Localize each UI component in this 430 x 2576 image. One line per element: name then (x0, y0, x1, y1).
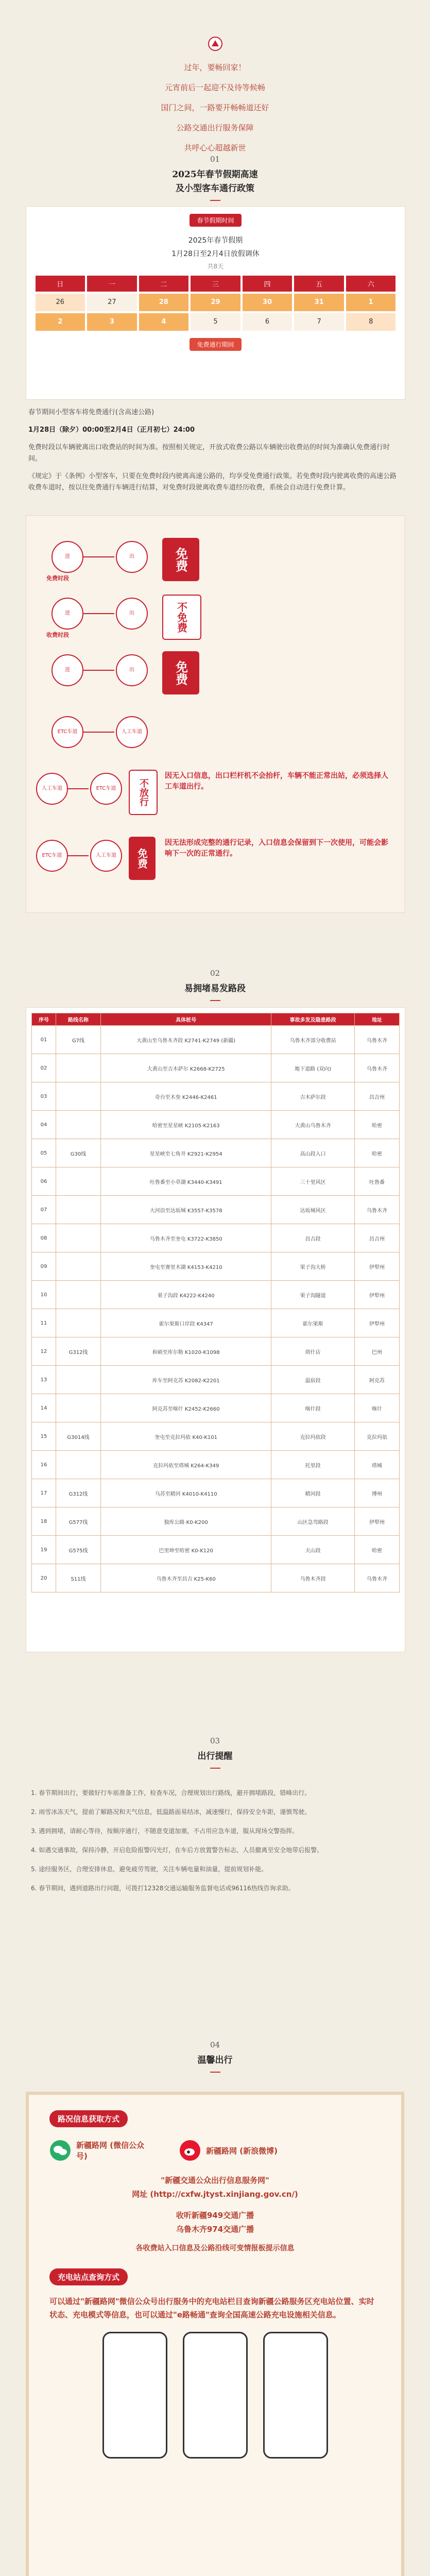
table-cell: 乌鲁木齐至昌吉 K25-K60 (101, 1564, 271, 1592)
table-cell: 哈密至星星峡 K2105-K2163 (101, 1111, 271, 1139)
table-cell: 乌鲁木齐至奎屯 K3722-K3850 (101, 1224, 271, 1252)
table-row (32, 1422, 400, 1451)
table-row (32, 1082, 400, 1111)
table-cell: S11线 (56, 1564, 101, 1592)
table-cell (56, 1167, 101, 1196)
table-cell: 吐鲁番至小草湖 K3440-K3491 (101, 1167, 271, 1196)
tip-item: 1. 春节期间出行，要做好行车前准备工作，检查车况，合理规划出行路线，避开拥堵路段，错峰出行。 (31, 1789, 311, 1797)
manual-lane-step: 人工车道 (116, 716, 148, 748)
section-number: 04 (210, 2040, 220, 2049)
table-cell (56, 1054, 101, 1082)
calendar-day: 27 (87, 294, 137, 311)
scenario-note: 因无入口信息，出口栏杆机不会抬杆，车辆不能正常出站，必须选择人工车道出行。 (165, 772, 388, 791)
exit-step: 出 (116, 654, 148, 686)
arrow (68, 855, 89, 856)
entry-step: 进 (51, 654, 83, 686)
calendar-day: 28 (139, 294, 189, 311)
table-cell: 伊犁州 (355, 1507, 400, 1536)
weekday: 四 (243, 276, 293, 292)
exit-step: 出 (116, 541, 148, 573)
calendar-day: 30 (243, 294, 293, 311)
table-row (32, 1139, 400, 1167)
etc-lane-step: ETC车道 (90, 773, 122, 805)
table-cell: 奎屯至赛里木湖 K4153-K4210 (101, 1252, 271, 1281)
charging-description: 可以通过"新疆路网"微信公众号出行服务中的充电站栏目查询新疆公路服务区充电站位置、实时状态、充电模式等信息，也可以通过"e路畅通"查询全国高速公路充电设施相关信息。 (49, 2297, 374, 2319)
table-row (32, 1366, 400, 1394)
section-divider (210, 200, 220, 201)
weibo-icon (179, 2140, 201, 2161)
table-cell: 大黄山乌鲁木齐 (271, 1111, 355, 1139)
table-cell: 17 (32, 1479, 56, 1507)
table-cell (56, 1451, 101, 1479)
manual-lane-step: 人工车道 (90, 840, 122, 872)
table-cell: 吐鲁番 (355, 1167, 400, 1196)
calendar-day: 6 (243, 313, 293, 331)
table-cell: 塔什店 (271, 1337, 355, 1366)
tip-item: 3. 遇到拥堵，请耐心等待，按顺序通行，不随意变道加塞，不占用应急车道，服从现场交警指挥。 (31, 1827, 299, 1835)
calendar-dates: 1月28日至2月4日放假调休 (171, 250, 260, 258)
table-cell: 19 (32, 1536, 56, 1564)
table-cell: 09 (32, 1252, 56, 1281)
table-cell: 乌鲁木齐 (355, 1564, 400, 1592)
table-cell: 精河段 (271, 1479, 355, 1507)
table-header: 序号 (32, 1013, 56, 1026)
intro-line: 共呼心心超越新世 (184, 143, 246, 152)
table-cell: 温宿段 (271, 1366, 355, 1394)
table-cell: 乌鲁木齐 (355, 1026, 400, 1054)
calendar-day: 7 (294, 313, 344, 331)
policy-paragraph: 春节期间小型客车将免费通行(含高速公路) (28, 409, 154, 416)
tip-item: 6. 春节期间，遇到道路出行问题，可拨打12328交通运输服务监督电话或96116热线咨询求助。 (31, 1885, 295, 1892)
scenario-row (36, 536, 402, 583)
calendar-grid (36, 276, 396, 331)
scenario-row (36, 649, 402, 697)
table-cell (56, 1196, 101, 1224)
table-cell: 大黄山至乌鲁木齐段 K2741-K2749 (新疆) (101, 1026, 271, 1054)
policy-paragraph: 免费时段以车辆驶离出口收费站的时间为准。按照相关规定，开放式收费公路以车辆驶出收费站的时间为准确认免费通行时间。 (28, 444, 390, 463)
table-cell: 03 (32, 1082, 56, 1111)
info-poster (26, 2092, 404, 2576)
time-label: 免费时段 (46, 575, 69, 582)
charging-heading: 充电站点查询方式 (49, 2268, 128, 2285)
table-cell: 独库公路 K0-K200 (101, 1507, 271, 1536)
table-cell (56, 1309, 101, 1337)
table-cell: 吉木萨尔段 (271, 1082, 355, 1111)
table-cell: 果子沟大桥 (271, 1252, 355, 1281)
table-row (32, 1281, 400, 1309)
table-cell: G577线 (56, 1507, 101, 1536)
calendar-day: 29 (191, 294, 240, 311)
table-cell: 霍尔果斯口岸段 K4347 (101, 1309, 271, 1337)
table-cell: 16 (32, 1451, 56, 1479)
table-row (32, 1167, 400, 1196)
free-badge: 免费 (162, 538, 199, 581)
wechat-channel[interactable] (49, 2140, 148, 2161)
section-title: 易拥堵易发路段 (184, 984, 246, 994)
phone-mockup (183, 2332, 248, 2459)
calendar-day: 3 (87, 313, 137, 331)
free-badge: 免费 (162, 651, 199, 694)
calendar-days: 共8天 (207, 263, 224, 270)
service-site-name: "新疆交通公众出行信息服务网" (161, 2176, 269, 2185)
table-cell: 地下道路 (双向) (271, 1054, 355, 1082)
arrow (68, 788, 89, 789)
section-divider (210, 2072, 220, 2073)
table-cell: 11 (32, 1309, 56, 1337)
calendar-day: 5 (191, 313, 240, 331)
entry-step: 进 (51, 541, 83, 573)
table-row (32, 1564, 400, 1592)
table-cell: 喀什段 (271, 1394, 355, 1422)
table-cell: 13 (32, 1366, 56, 1394)
arrow (83, 732, 114, 733)
table-cell: 昌吉州 (355, 1224, 400, 1252)
table-cell: 乌鲁木齐 (355, 1054, 400, 1082)
manual-lane-step: 人工车道 (36, 773, 68, 805)
table-cell: 巴州 (355, 1337, 400, 1366)
section-number: 01 (210, 155, 220, 164)
phone-mockup (263, 2332, 328, 2459)
table-cell: 05 (32, 1139, 56, 1167)
table-cell: 霍尔果斯 (271, 1309, 355, 1337)
tips-list (31, 1788, 399, 1902)
table-cell: 07 (32, 1196, 56, 1224)
weekday: 一 (87, 276, 137, 292)
scenario-row (36, 592, 402, 640)
weibo-channel[interactable] (179, 2140, 278, 2161)
service-site-url[interactable]: 网址 (http://cxfw.jtyst.xinjiang.gov.cn/) (132, 2190, 298, 2199)
table-cell: 哈密 (355, 1111, 400, 1139)
table-cell: 14 (32, 1394, 56, 1422)
table-cell: 06 (32, 1167, 56, 1196)
calendar-day: 2 (36, 313, 85, 331)
section-number: 02 (210, 969, 220, 978)
table-cell: 乌鲁木齐 (355, 1196, 400, 1224)
table-cell: 20 (32, 1564, 56, 1592)
tip-item: 4. 如遇交通事故，保持冷静，开启危险报警闪光灯，在车后方放置警告标志，人员撤离至安全地带后报警。 (31, 1846, 323, 1854)
free-period-tag: 免费通行期间 (190, 338, 241, 351)
weekday: 三 (191, 276, 240, 292)
table-row (32, 1196, 400, 1224)
table-cell: 08 (32, 1224, 56, 1252)
policy-free-time: 1月28日（除夕）00:00至2月4日（正月初七）24:00 (28, 426, 195, 434)
calendar-day: 1 (346, 294, 396, 311)
table-cell: G312线 (56, 1479, 101, 1507)
table-cell (56, 1224, 101, 1252)
table-cell: 克拉玛依至塔城 K264-K349 (101, 1451, 271, 1479)
table-cell: 塔城 (355, 1451, 400, 1479)
section-subtitle: 及小型客车通行政策 (176, 183, 254, 194)
entry-step: 进 (51, 598, 83, 630)
section-number: 03 (210, 1736, 220, 1745)
table-cell: 山区急弯路段 (271, 1507, 355, 1536)
traffic-logo-icon (208, 36, 223, 52)
table-row (32, 1224, 400, 1252)
section-divider (210, 1000, 220, 1001)
table-cell: G575线 (56, 1536, 101, 1564)
policy-paragraph: 《规定》于《条例》小型客车，只要在免费时段内驶离高速公路的，均享受免费通行政策。若免费时段内驶离收费的高速公路收费车道时，按以往免费通行车辆进行结算，对免费时段驶离收费车道经历收费，系统会自动进行免费计算。 (28, 472, 397, 492)
table-cell: 12 (32, 1337, 56, 1366)
table-cell: 大河沿至达坂城 K3557-K3578 (101, 1196, 271, 1224)
calendar-day: 31 (294, 294, 344, 311)
table-cell (56, 1252, 101, 1281)
table-cell: 乌鲁木齐部分收费站 (271, 1026, 355, 1054)
arrow (83, 556, 114, 557)
table-cell: 果子沟段 K4222-K4240 (101, 1281, 271, 1309)
table-cell: 伊犁州 (355, 1252, 400, 1281)
table-header: 事故多发及隐患路段 (271, 1013, 355, 1026)
table-cell (56, 1281, 101, 1309)
calendar-card (26, 206, 405, 400)
table-cell (56, 1394, 101, 1422)
toll-info-hint: 各收费站入口信息及公路沿线可变情报板提示信息 (135, 2244, 295, 2252)
section3-header (0, 1736, 430, 1769)
table-row (32, 1026, 400, 1054)
table-cell: 04 (32, 1111, 56, 1139)
wechat-icon (49, 2140, 71, 2161)
table-cell: G7线 (56, 1026, 101, 1054)
weekday: 五 (294, 276, 344, 292)
tip-item: 2. 雨雪冰冻天气，提前了解路况和天气信息，低温路面易结冰，减速慢行，保持安全车距，谨慎驾驶。 (31, 1808, 311, 1816)
table-cell: 喀什 (355, 1394, 400, 1422)
table-cell: 高山段入口 (271, 1139, 355, 1167)
calendar-day: 26 (36, 294, 85, 311)
table-cell: 克拉玛依段 (271, 1422, 355, 1451)
section-title: 出行提醒 (197, 1751, 233, 1761)
table-cell: G312线 (56, 1337, 101, 1366)
weekday: 日 (36, 276, 85, 292)
table-cell: 伊犁州 (355, 1309, 400, 1337)
radio-channel: 乌鲁木齐974交通广播 (176, 2225, 254, 2234)
table-cell: 星星峡至七角井 K2921-K2954 (101, 1139, 271, 1167)
radio-channel: 收听新疆949交通广播 (176, 2211, 254, 2220)
routes-table-body (32, 1026, 400, 1592)
table-cell: 大黄山至吉木萨尔 K2668-K2725 (101, 1054, 271, 1082)
weekday: 六 (346, 276, 396, 292)
table-cell: 托里段 (271, 1451, 355, 1479)
table-row (32, 1054, 400, 1082)
exit-step: 出 (116, 598, 148, 630)
table-cell: 达坂城风区 (271, 1196, 355, 1224)
table-cell: 和硕至库尔勒 K1020-K1098 (101, 1337, 271, 1366)
calendar-title: 2025年春节假期 (188, 236, 243, 245)
table-row (32, 1309, 400, 1337)
table-row (32, 1507, 400, 1536)
table-header: 路线名称 (56, 1013, 101, 1026)
calendar-day: 8 (346, 313, 396, 331)
table-row (32, 1252, 400, 1281)
free-badge: 免费 (129, 837, 156, 880)
not-pass-badge: 不放行 (129, 770, 158, 815)
table-cell: G30线 (56, 1139, 101, 1167)
arrow (83, 670, 114, 671)
intro-line: 国门之间，一路要开畅畅道还好 (161, 103, 269, 112)
table-row (32, 1337, 400, 1366)
table-cell: 乌苏至精河 K4010-K4110 (101, 1479, 271, 1507)
table-header: 具体桩号 (101, 1013, 271, 1026)
calendar-tag: 春节假期时间 (190, 214, 241, 227)
section2-header (0, 969, 430, 1001)
table-cell: 天山段 (271, 1536, 355, 1564)
scenario-row (36, 711, 402, 758)
arrow (83, 613, 114, 614)
weibo-label: 新疆路网 (新浪微博) (206, 2146, 278, 2156)
table-cell (56, 1111, 101, 1139)
intro-line: 公路交通出行服务保障 (176, 123, 254, 132)
table-cell: 阿克苏至喀什 K2452-K2660 (101, 1394, 271, 1422)
table-cell: 阿克苏 (355, 1366, 400, 1394)
etc-lane-step: ETC车道 (51, 716, 83, 748)
table-cell: 巴里坤至哈密 K0-K120 (101, 1536, 271, 1564)
table-header: 地址 (355, 1013, 400, 1026)
table-cell: 昌吉段 (271, 1224, 355, 1252)
table-cell: 10 (32, 1281, 56, 1309)
calendar-day: 4 (139, 313, 189, 331)
table-row (32, 1536, 400, 1564)
pay-label: 收费时段 (46, 632, 69, 638)
table-cell: 18 (32, 1507, 56, 1536)
table-row (32, 1451, 400, 1479)
table-row (32, 1479, 400, 1507)
table-cell: 库车至阿克苏 K2082-K2201 (101, 1366, 271, 1394)
routes-table (31, 1013, 400, 1592)
table-cell (56, 1366, 101, 1394)
scenario-row (36, 768, 402, 815)
wechat-label: 新疆路网 (微信公众号) (76, 2141, 145, 2161)
section1-header (0, 155, 430, 201)
routes-table-card (26, 1007, 405, 1652)
table-cell (56, 1082, 101, 1111)
table-cell: 奎屯至克拉玛依 K40-K101 (101, 1422, 271, 1451)
table-cell: 哈密 (355, 1139, 400, 1167)
etc-lane-step: ETC车道 (36, 840, 68, 872)
weekday: 二 (139, 276, 189, 292)
table-cell: 01 (32, 1026, 56, 1054)
section-title: 温馨出行 (197, 2055, 233, 2065)
table-cell: 三十里风区 (271, 1167, 355, 1196)
table-cell: 果子沟隧道 (271, 1281, 355, 1309)
section4-header (0, 2040, 430, 2073)
intro-line: 元宵前后一起迎不及待等候畅 (164, 83, 265, 92)
intro-line: 过年，要畅回家！ (184, 63, 246, 72)
table-cell: 克拉玛依 (355, 1422, 400, 1451)
road-info-heading: 路况信息获取方式 (49, 2110, 128, 2127)
table-cell: 昌吉州 (355, 1082, 400, 1111)
table-cell: 奇台至木垒 K2446-K2461 (101, 1082, 271, 1111)
scenario-row (36, 835, 402, 882)
section-divider (210, 1768, 220, 1769)
tip-item: 5. 途经服务区，合理安排休息，避免疲劳驾驶，关注车辆电量和油量，提前规划补能。 (31, 1866, 268, 1873)
phone-mockup (102, 2332, 167, 2459)
table-row (32, 1111, 400, 1139)
table-cell: 乌鲁木齐段 (271, 1564, 355, 1592)
scenario-note: 因无法形成完整的通行记录，入口信息会保留到下一次使用，可能会影响下一次的正常通行。 (165, 839, 388, 858)
not-free-badge: 不免费 (162, 595, 201, 640)
table-cell: G3014线 (56, 1422, 101, 1451)
table-cell: 哈密 (355, 1536, 400, 1564)
table-row (32, 1394, 400, 1422)
table-cell: 博州 (355, 1479, 400, 1507)
section-title: 2025年春节假期高速 (172, 170, 258, 180)
intro-block (0, 0, 430, 153)
table-cell: 02 (32, 1054, 56, 1082)
phone-screenshots (49, 2332, 381, 2459)
table-cell: 伊犁州 (355, 1281, 400, 1309)
table-cell: 15 (32, 1422, 56, 1451)
policy-text (28, 407, 402, 500)
